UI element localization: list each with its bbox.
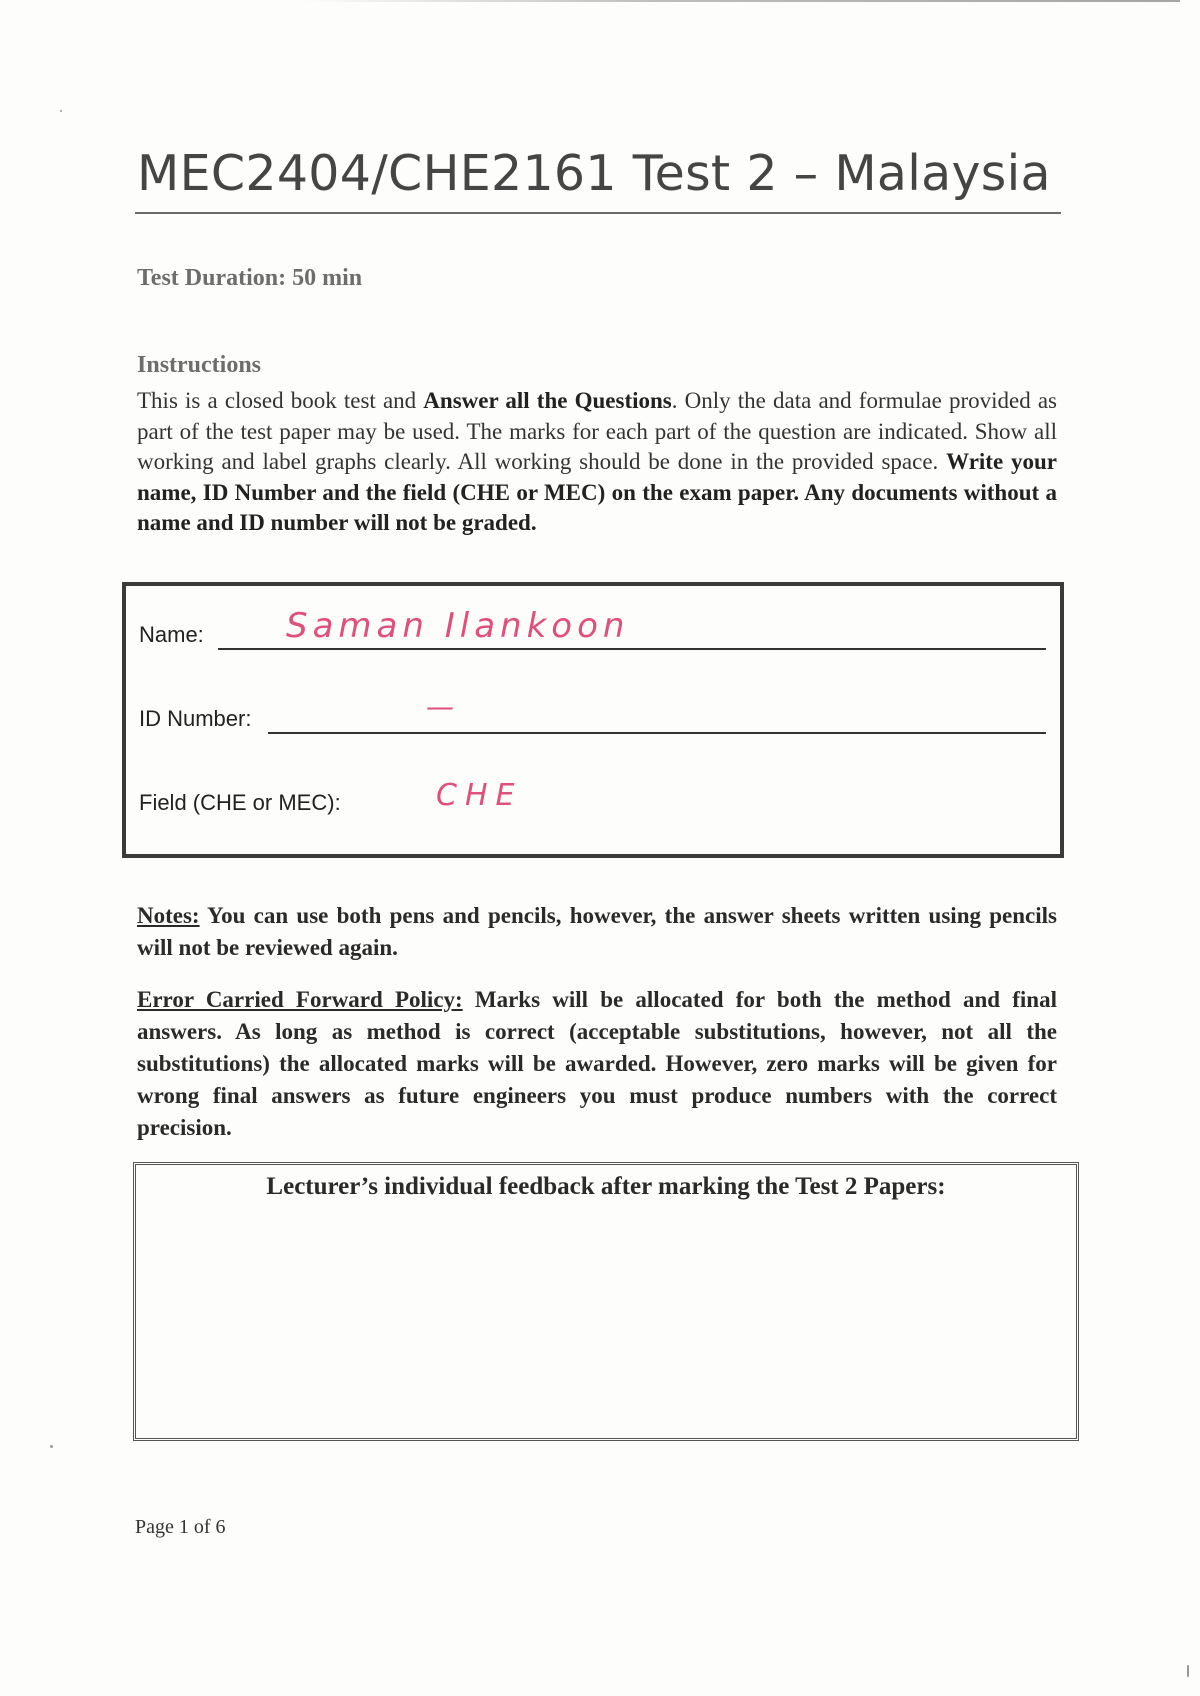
scan-speck: [1187, 1665, 1189, 1677]
id-number-label: ID Number:: [139, 706, 252, 731]
instructions-heading: Instructions: [137, 352, 262, 378]
field-value[interactable]: CHE: [436, 778, 523, 813]
student-details-box: [122, 582, 1064, 858]
notes-text: You can use both pens and pencils, however, the answer sheets written using pencils will not be reviewed again.: [137, 903, 1057, 960]
instructions-bold-part-1: Answer all the Questions: [423, 388, 672, 413]
feedback-heading: Lecturer’s individual feedback after marking the Test 2 Papers:: [266, 1173, 946, 1200]
ecf-policy-text: Marks will be allocated for both the method and final answers. As long as method is correct (acceptable substitutions, however, not all the substitutions) the allocated marks will be awarded. However, zero marks will be given for wrong final answers as future engineers you must produce numbers with the correct precision.: [137, 987, 1057, 1140]
id-number-field[interactable]: —: [426, 690, 454, 723]
notes-paragraph: [137, 900, 1057, 964]
page-number: Page 1 of 6: [135, 1516, 226, 1538]
id-number-line: [268, 732, 1046, 734]
name-field[interactable]: Saman Ilankoon: [286, 606, 630, 646]
ecf-policy-label: Error Carried Forward Policy:: [137, 987, 463, 1012]
name-line: [218, 648, 1046, 650]
scan-speck: [60, 110, 62, 112]
name-label: Name:: [139, 622, 204, 647]
lecturer-feedback-box: [133, 1162, 1079, 1441]
field-label: Field (CHE or MEC):: [139, 790, 341, 815]
instructions-text-part-2: . Only the data and formulae provided as part of the test paper may be used. The marks for each part of the question are indicated. Show all working and label graphs clearly. All working should be done in the provided space.: [137, 388, 1057, 474]
page-title: MEC2404/CHE2161 Test 2 – Malaysia: [137, 145, 1051, 202]
scan-speck: [50, 1445, 53, 1448]
title-underline: [135, 212, 1061, 214]
instructions-text: [137, 386, 1057, 539]
test-duration: Test Duration: 50 min: [137, 265, 363, 291]
ecf-policy-paragraph: [137, 984, 1057, 1144]
instructions-text-part-1: This is a closed book test and: [137, 388, 424, 413]
notes-label: Notes:: [137, 903, 200, 928]
instructions-bold-part-2: Write your name, ID Number and the field (CHE or MEC) on the exam paper. Any documents without a name and ID number will not be graded.: [137, 449, 1057, 535]
scan-edge-shadow: [300, 0, 1180, 2]
